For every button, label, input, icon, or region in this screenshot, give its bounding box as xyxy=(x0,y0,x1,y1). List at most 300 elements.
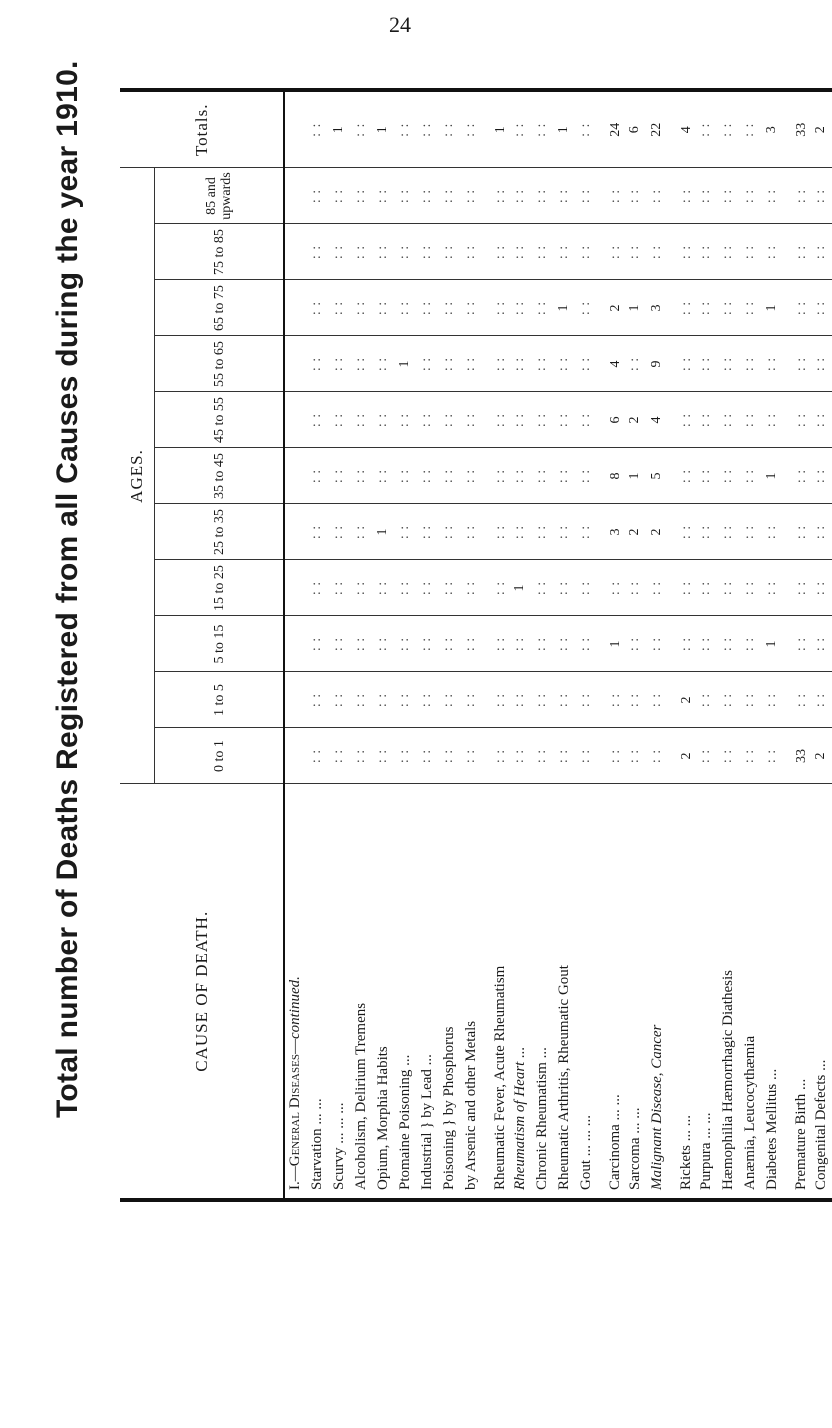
blank-dots-cell xyxy=(394,448,416,504)
blank-dots-cell xyxy=(509,280,531,336)
leader-dots: : : xyxy=(331,300,346,316)
leader-dots: : : xyxy=(578,692,593,708)
blank-dots-cell xyxy=(460,392,482,448)
blank-dots-cell xyxy=(531,504,553,560)
cause-cell: Starvation ... ... xyxy=(306,784,328,1200)
blank-dots-cell xyxy=(739,616,761,672)
age-count-cell: 1 xyxy=(509,560,531,616)
blank-dots-cell xyxy=(575,168,597,224)
leader-dots: : : xyxy=(419,580,434,596)
blank-dots-cell xyxy=(328,560,350,616)
blank-dots-cell xyxy=(531,616,553,672)
leader-dots: : : xyxy=(309,580,324,596)
blank-dots-cell xyxy=(575,392,597,448)
blank-dots-cell xyxy=(482,672,509,728)
ages-column-group-header: AGES. xyxy=(120,168,155,784)
blank-dots-cell xyxy=(695,224,717,280)
cause-cell: Chronic Rheumatism ... xyxy=(531,784,553,1200)
blank-dots-cell xyxy=(438,224,460,280)
blank-dots-cell xyxy=(394,728,416,784)
blank-dots-cell xyxy=(597,224,624,280)
blank-dots-cell xyxy=(306,224,328,280)
leader-dots: : : xyxy=(720,356,735,372)
table-row xyxy=(509,90,531,1200)
blank-dots-cell xyxy=(695,336,717,392)
leader-dots: : : xyxy=(419,188,434,204)
leader-dots: : : xyxy=(698,244,713,260)
empty-cell xyxy=(284,168,306,224)
total-cell: 1 xyxy=(553,90,575,168)
blank-dots-cell xyxy=(810,224,832,280)
table-row xyxy=(575,90,597,1200)
cause-cell: Rickets ... ... xyxy=(668,784,695,1200)
blank-dots-cell xyxy=(575,560,597,616)
blank-dots-cell xyxy=(695,392,717,448)
age-count-cell: 2 xyxy=(668,728,695,784)
cause-cell: Carcinoma ... ... xyxy=(597,784,624,1200)
blank-dots-cell xyxy=(482,168,509,224)
leader-dots: : : xyxy=(331,412,346,428)
leader-dots: : : xyxy=(353,188,368,204)
table-row xyxy=(739,90,761,1200)
leader-dots: : : xyxy=(698,580,713,596)
leader-dots: : : xyxy=(720,244,735,260)
table-row xyxy=(624,90,646,1200)
blank-dots-cell xyxy=(761,168,783,224)
blank-dots-cell xyxy=(810,392,832,448)
blank-dots-cell xyxy=(668,224,695,280)
leader-dots: : : xyxy=(607,188,623,204)
blank-dots-cell xyxy=(668,560,695,616)
leader-dots: : : xyxy=(441,244,456,260)
blank-dots-cell xyxy=(717,504,739,560)
blank-dots-cell xyxy=(509,728,531,784)
blank-dots-cell xyxy=(350,392,372,448)
leader-dots: : : xyxy=(813,468,828,484)
leader-dots: : : xyxy=(441,580,456,596)
leader-dots: : : xyxy=(309,524,324,540)
totals-column-header: Totals. xyxy=(120,90,284,168)
leader-dots: : : xyxy=(649,748,664,764)
blank-dots-cell xyxy=(350,448,372,504)
leader-dots: : : xyxy=(764,188,779,204)
age-count-cell: 1 xyxy=(372,504,394,560)
total-cell: 33 xyxy=(783,90,810,168)
leader-dots: : : xyxy=(534,122,549,137)
leader-dots: : : xyxy=(397,692,412,708)
table-row xyxy=(783,90,810,1200)
section-heading-suffix: continued. xyxy=(287,976,303,1040)
leader-dots: : : xyxy=(534,300,549,316)
leader-dots: : : xyxy=(463,524,478,540)
blank-dots-cell xyxy=(482,336,509,392)
leader-dots: : : xyxy=(742,468,757,484)
leader-dots: : : xyxy=(331,692,346,708)
blank-dots-cell xyxy=(460,224,482,280)
blank-dots-cell xyxy=(509,224,531,280)
blank-dots-cell xyxy=(717,336,739,392)
leader-dots: : : xyxy=(793,300,809,316)
leader-dots: : : xyxy=(463,748,478,764)
blank-dots-cell xyxy=(810,560,832,616)
blank-dots-cell xyxy=(416,448,438,504)
blank-dots-cell xyxy=(783,560,810,616)
mortality-table xyxy=(120,88,832,1202)
leader-dots: : : xyxy=(649,244,664,260)
leader-dots: : : xyxy=(375,188,390,204)
leader-dots: : : xyxy=(441,188,456,204)
table-row xyxy=(646,90,668,1200)
cause-cell: Poisoning } by Phosphorus xyxy=(438,784,460,1200)
blank-dots-cell xyxy=(668,504,695,560)
leader-dots: : : xyxy=(578,748,593,764)
blank-dots-cell xyxy=(372,560,394,616)
blank-dots-cell xyxy=(460,90,482,168)
empty-cell xyxy=(284,224,306,280)
leader-dots: : : xyxy=(441,524,456,540)
blank-dots-cell xyxy=(553,448,575,504)
blank-dots-cell xyxy=(350,90,372,168)
blank-dots-cell xyxy=(394,280,416,336)
blank-dots-cell xyxy=(761,504,783,560)
leader-dots: : : xyxy=(649,580,664,596)
blank-dots-cell xyxy=(482,280,509,336)
blank-dots-cell xyxy=(438,728,460,784)
blank-dots-cell xyxy=(783,616,810,672)
leader-dots: : : xyxy=(534,412,549,428)
blank-dots-cell xyxy=(394,504,416,560)
leader-dots: : : xyxy=(578,636,593,652)
blank-dots-cell xyxy=(575,90,597,168)
blank-dots-cell xyxy=(531,280,553,336)
leader-dots: : : xyxy=(813,692,828,708)
blank-dots-cell xyxy=(416,224,438,280)
blank-dots-cell xyxy=(438,616,460,672)
blank-dots-cell xyxy=(761,224,783,280)
blank-dots-cell xyxy=(394,392,416,448)
leader-dots: : : xyxy=(578,524,593,540)
blank-dots-cell xyxy=(695,616,717,672)
leader-dots: : : xyxy=(309,356,324,372)
cause-cell: Sarcoma ... ... xyxy=(624,784,646,1200)
leader-dots: : : xyxy=(353,244,368,260)
leader-dots: : : xyxy=(419,636,434,652)
leader-dots: : : xyxy=(309,300,324,316)
leader-dots: : : xyxy=(353,524,368,540)
leader-dots: : : xyxy=(742,524,757,540)
leader-dots: : : xyxy=(742,244,757,260)
blank-dots-cell xyxy=(668,336,695,392)
blank-dots-cell xyxy=(509,616,531,672)
age-count-cell: 33 xyxy=(783,728,810,784)
blank-dots-cell xyxy=(810,336,832,392)
blank-dots-cell xyxy=(438,448,460,504)
age-count-cell: 2 xyxy=(668,672,695,728)
leader-dots: : : xyxy=(793,412,809,428)
leader-dots: : : xyxy=(375,412,390,428)
leader-dots: : : xyxy=(813,580,828,596)
blank-dots-cell xyxy=(416,90,438,168)
blank-dots-cell xyxy=(372,616,394,672)
cause-cell: Rheumatic Arthritis, Rheumatic Gout xyxy=(553,784,575,1200)
leader-dots: : : xyxy=(331,244,346,260)
leader-dots: : : xyxy=(764,580,779,596)
empty-cell xyxy=(284,336,306,392)
leader-dots: : : xyxy=(793,244,809,260)
blank-dots-cell xyxy=(306,728,328,784)
leader-dots: : : xyxy=(720,300,735,316)
blank-dots-cell xyxy=(531,448,553,504)
leader-dots: : : xyxy=(441,122,456,137)
blank-dots-cell xyxy=(460,616,482,672)
leader-dots: : : xyxy=(309,636,324,652)
blank-dots-cell xyxy=(783,224,810,280)
blank-dots-cell xyxy=(306,560,328,616)
blank-dots-cell xyxy=(553,224,575,280)
leader-dots: : : xyxy=(419,468,434,484)
cause-cell: Rheumatic Fever, Acute Rheumatism xyxy=(482,784,509,1200)
leader-dots: : : xyxy=(492,300,508,316)
leader-dots: : : xyxy=(627,356,642,372)
leader-dots: : : xyxy=(813,636,828,652)
blank-dots-cell xyxy=(328,504,350,560)
leader-dots: : : xyxy=(419,692,434,708)
leader-dots: : : xyxy=(556,356,571,372)
blank-dots-cell xyxy=(575,616,597,672)
age-count-cell: 4 xyxy=(597,336,624,392)
blank-dots-cell xyxy=(739,90,761,168)
leader-dots: : : xyxy=(764,356,779,372)
age-count-cell: 1 xyxy=(761,616,783,672)
leader-dots: : : xyxy=(331,636,346,652)
blank-dots-cell xyxy=(553,336,575,392)
leader-dots: : : xyxy=(556,692,571,708)
blank-dots-cell xyxy=(416,560,438,616)
leader-dots: : : xyxy=(512,244,527,260)
blank-dots-cell xyxy=(328,616,350,672)
total-cell: 4 xyxy=(668,90,695,168)
leader-dots: : : xyxy=(512,122,527,137)
leader-dots: : : xyxy=(397,524,412,540)
empty-cell xyxy=(284,90,306,168)
cause-cell: Scurvy ... ... ... xyxy=(328,784,350,1200)
age-count-cell: 9 xyxy=(646,336,668,392)
blank-dots-cell xyxy=(460,280,482,336)
blank-dots-cell xyxy=(624,224,646,280)
cause-cell: Anæmia, Leucocythæmia xyxy=(739,784,761,1200)
blank-dots-cell xyxy=(509,392,531,448)
blank-dots-cell xyxy=(575,280,597,336)
blank-dots-cell xyxy=(460,168,482,224)
blank-dots-cell xyxy=(372,728,394,784)
leader-dots: : : xyxy=(813,300,828,316)
leader-dots: : : xyxy=(463,356,478,372)
blank-dots-cell xyxy=(416,728,438,784)
leader-dots: : : xyxy=(793,356,809,372)
age-group-header: 0 to 1 xyxy=(155,728,285,784)
blank-dots-cell xyxy=(646,672,668,728)
leader-dots: : : xyxy=(742,300,757,316)
blank-dots-cell xyxy=(695,728,717,784)
age-count-cell: 2 xyxy=(646,504,668,560)
section-heading-row xyxy=(284,90,306,1200)
blank-dots-cell xyxy=(810,672,832,728)
leader-dots: : : xyxy=(720,636,735,652)
blank-dots-cell xyxy=(739,168,761,224)
blank-dots-cell xyxy=(761,392,783,448)
leader-dots: : : xyxy=(720,524,735,540)
leader-dots: : : xyxy=(512,524,527,540)
age-count-cell: 2 xyxy=(624,504,646,560)
age-count-cell: 4 xyxy=(646,392,668,448)
blank-dots-cell xyxy=(783,392,810,448)
blank-dots-cell xyxy=(783,672,810,728)
blank-dots-cell xyxy=(460,672,482,728)
leader-dots: : : xyxy=(627,692,642,708)
leader-dots: : : xyxy=(375,356,390,372)
blank-dots-cell xyxy=(438,280,460,336)
blank-dots-cell xyxy=(739,560,761,616)
leader-dots: : : xyxy=(375,636,390,652)
blank-dots-cell xyxy=(438,672,460,728)
blank-dots-cell xyxy=(328,336,350,392)
blank-dots-cell xyxy=(372,224,394,280)
leader-dots: : : xyxy=(698,188,713,204)
blank-dots-cell xyxy=(482,224,509,280)
blank-dots-cell xyxy=(553,392,575,448)
leader-dots: : : xyxy=(793,468,809,484)
age-count-cell: 1 xyxy=(761,448,783,504)
leader-dots: : : xyxy=(698,748,713,764)
leader-dots: : : xyxy=(534,580,549,596)
blank-dots-cell xyxy=(717,392,739,448)
leader-dots: : : xyxy=(578,244,593,260)
leader-dots: : : xyxy=(678,468,694,484)
blank-dots-cell xyxy=(668,392,695,448)
table-row xyxy=(482,90,509,1200)
leader-dots: : : xyxy=(649,692,664,708)
leader-dots: : : xyxy=(607,692,623,708)
leader-dots: : : xyxy=(698,412,713,428)
leader-dots: : : xyxy=(309,188,324,204)
leader-dots: : : xyxy=(397,468,412,484)
leader-dots: : : xyxy=(578,122,593,137)
blank-dots-cell xyxy=(695,560,717,616)
leader-dots: : : xyxy=(309,122,324,137)
age-count-cell: 1 xyxy=(597,616,624,672)
leader-dots: : : xyxy=(649,188,664,204)
leader-dots: : : xyxy=(353,356,368,372)
leader-dots: : : xyxy=(793,524,809,540)
blank-dots-cell xyxy=(372,168,394,224)
age-count-cell: 6 xyxy=(597,392,624,448)
age-group-header: 25 to 35 xyxy=(155,504,285,560)
blank-dots-cell xyxy=(761,672,783,728)
blank-dots-cell xyxy=(416,392,438,448)
leader-dots: : : xyxy=(492,524,508,540)
leader-dots: : : xyxy=(720,748,735,764)
table-row xyxy=(416,90,438,1200)
table-row xyxy=(394,90,416,1200)
leader-dots: : : xyxy=(353,636,368,652)
leader-dots: : : xyxy=(698,468,713,484)
blank-dots-cell xyxy=(668,616,695,672)
leader-dots: : : xyxy=(627,636,642,652)
table-row xyxy=(328,90,350,1200)
blank-dots-cell xyxy=(575,672,597,728)
table-row xyxy=(372,90,394,1200)
blank-dots-cell xyxy=(717,280,739,336)
blank-dots-cell xyxy=(717,224,739,280)
blank-dots-cell xyxy=(416,672,438,728)
blank-dots-cell xyxy=(482,728,509,784)
leader-dots: : : xyxy=(534,748,549,764)
cause-cell: Opium, Morphia Habits xyxy=(372,784,394,1200)
blank-dots-cell xyxy=(695,672,717,728)
cause-cell: by Arsenic and other Metals xyxy=(460,784,482,1200)
total-cell: 24 xyxy=(597,90,624,168)
blank-dots-cell xyxy=(416,168,438,224)
cause-cell: Gout ... ... ... xyxy=(575,784,597,1200)
leader-dots: : : xyxy=(742,692,757,708)
blank-dots-cell xyxy=(739,224,761,280)
blank-dots-cell xyxy=(438,336,460,392)
blank-dots-cell xyxy=(394,168,416,224)
age-group-header: 5 to 15 xyxy=(155,616,285,672)
blank-dots-cell xyxy=(509,336,531,392)
leader-dots: : : xyxy=(331,748,346,764)
cause-cell: Purpura ... ... xyxy=(695,784,717,1200)
blank-dots-cell xyxy=(739,392,761,448)
age-count-cell: 1 xyxy=(394,336,416,392)
leader-dots: : : xyxy=(627,244,642,260)
age-count-cell: 1 xyxy=(761,280,783,336)
blank-dots-cell xyxy=(509,672,531,728)
leader-dots: : : xyxy=(742,580,757,596)
table-row xyxy=(438,90,460,1200)
blank-dots-cell xyxy=(646,728,668,784)
leader-dots: : : xyxy=(813,188,828,204)
blank-dots-cell xyxy=(646,168,668,224)
table-row xyxy=(810,90,832,1200)
age-group-header: 65 to 75 xyxy=(155,280,285,336)
leader-dots: : : xyxy=(441,468,456,484)
leader-dots: : : xyxy=(463,692,478,708)
leader-dots: : : xyxy=(534,188,549,204)
leader-dots: : : xyxy=(309,412,324,428)
blank-dots-cell xyxy=(783,336,810,392)
blank-dots-cell xyxy=(460,560,482,616)
blank-dots-cell xyxy=(482,616,509,672)
blank-dots-cell xyxy=(531,224,553,280)
age-count-cell: 8 xyxy=(597,448,624,504)
blank-dots-cell xyxy=(783,168,810,224)
cause-cell: Malignant Disease, Cancer xyxy=(646,784,668,1200)
leader-dots: : : xyxy=(353,580,368,596)
blank-dots-cell xyxy=(460,336,482,392)
leader-dots: : : xyxy=(419,122,434,137)
leader-dots: : : xyxy=(419,356,434,372)
blank-dots-cell xyxy=(761,560,783,616)
leader-dots: : : xyxy=(309,692,324,708)
age-count-cell: 2 xyxy=(597,280,624,336)
blank-dots-cell xyxy=(328,728,350,784)
empty-cell xyxy=(284,560,306,616)
blank-dots-cell xyxy=(482,504,509,560)
blank-dots-cell xyxy=(306,168,328,224)
leader-dots: : : xyxy=(463,188,478,204)
leader-dots: : : xyxy=(607,748,623,764)
